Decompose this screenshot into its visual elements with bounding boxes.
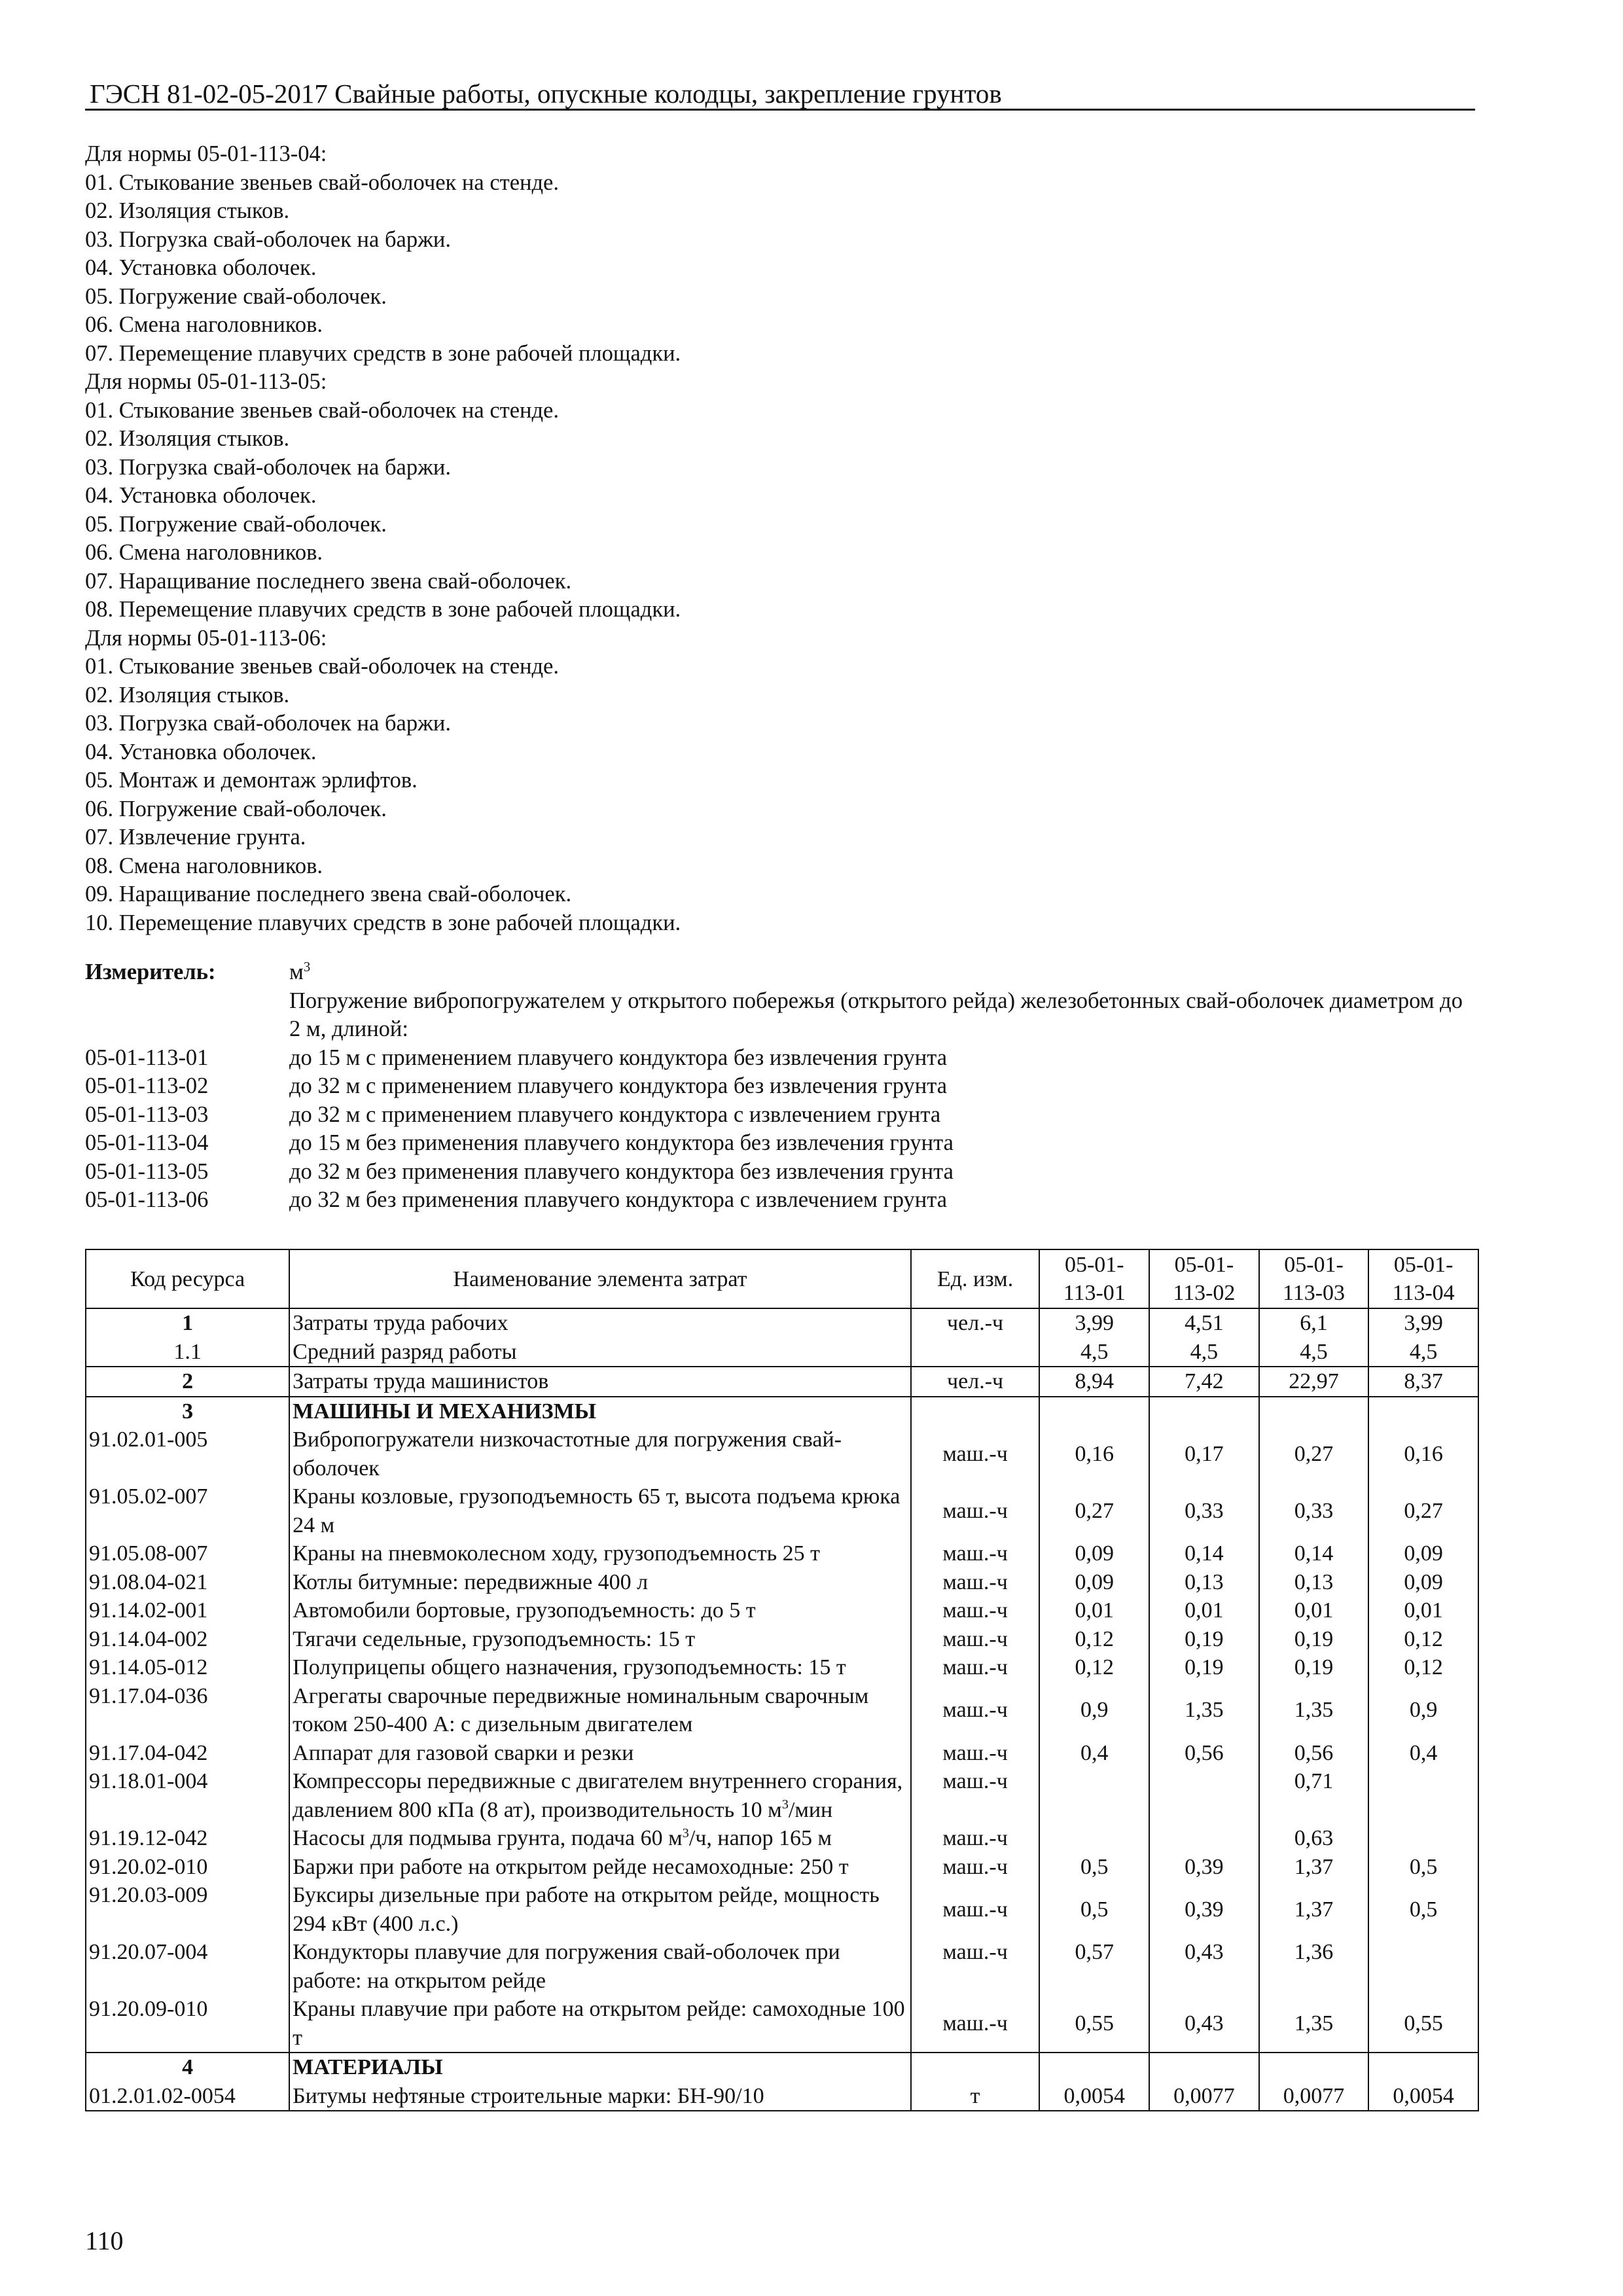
- step-line: 05. Погружение свай-оболочек.: [85, 511, 387, 537]
- step-line: 05. Погружение свай-оболочек.: [85, 283, 387, 309]
- table-cell: МАТЕРИАЛЫ: [289, 2053, 911, 2082]
- norm-code: 05-01-113-06: [85, 1187, 209, 1212]
- norm-code: 05-01-113-02: [85, 1073, 209, 1098]
- header-norm-1: 05-01- 113-01: [1039, 1249, 1149, 1308]
- table-cell: 0,57: [1039, 1938, 1149, 1995]
- table-header-row: [86, 1249, 1478, 1308]
- table-cell: [911, 1397, 1040, 1426]
- table-row: [86, 1682, 1478, 1739]
- table-row: [86, 1367, 1478, 1397]
- table-cell: [1039, 2053, 1149, 2082]
- measure-label: Измеритель:: [85, 960, 216, 984]
- table-cell: [1039, 1824, 1149, 1853]
- table-cell: 91.17.04-042: [86, 1739, 289, 1768]
- table-cell: маш.-ч: [911, 1995, 1040, 2053]
- table-cell: 1: [86, 1308, 289, 1338]
- norm-row: [85, 1101, 1479, 1130]
- document-title: ГЭСН 81-02-05-2017 Свайные работы, опускные колодцы, закрепление грунтов: [90, 79, 1002, 109]
- table-cell: 0,43: [1149, 1995, 1259, 2053]
- step-line: 07. Перемещение плавучих средств в зоне рабочей площадки.: [85, 340, 681, 366]
- header-norm-2: 05-01- 113-02: [1149, 1249, 1259, 1308]
- norm-text: до 15 м без применения плавучего кондуктора без извлечения грунта: [289, 1130, 954, 1155]
- table-cell: 91.14.05-012: [86, 1653, 289, 1682]
- table-cell: 91.20.07-004: [86, 1938, 289, 1995]
- resource-table: [85, 1249, 1479, 2111]
- table-cell: 0,0077: [1149, 2082, 1259, 2111]
- table-row: [86, 1308, 1478, 1338]
- table-cell: 3,99: [1368, 1308, 1478, 1338]
- table-cell: 0,12: [1039, 1653, 1149, 1682]
- table-cell: 0,19: [1259, 1625, 1369, 1654]
- table-cell: Полуприцепы общего назначения, грузоподъемность: 15 т: [289, 1653, 911, 1682]
- step-line: 01. Стыкование звеньев свай-оболочек на стенде.: [85, 397, 559, 423]
- step-line: 06. Смена наголовников.: [85, 312, 323, 337]
- norm-text: до 15 м с применением плавучего кондуктора без извлечения грунта: [289, 1045, 948, 1070]
- table-cell: 8,94: [1039, 1367, 1149, 1397]
- table-cell: Битумы нефтяные строительные марки: БН-90/10: [289, 2082, 911, 2111]
- table-row: [86, 1482, 1478, 1539]
- table-cell: 0,16: [1039, 1426, 1149, 1482]
- table-row: [86, 1853, 1478, 1882]
- table-row: [86, 1767, 1478, 1824]
- table-cell: 0,14: [1149, 1539, 1259, 1568]
- table-cell: 0,13: [1149, 1568, 1259, 1597]
- table-cell: 91.20.02-010: [86, 1853, 289, 1882]
- table-cell: 0,19: [1149, 1625, 1259, 1654]
- table-cell: 0,5: [1039, 1881, 1149, 1938]
- table-cell: [1259, 1397, 1369, 1426]
- table-cell: 0,56: [1259, 1739, 1369, 1768]
- table-cell: 0,01: [1039, 1596, 1149, 1625]
- table-cell: Краны козловые, грузоподъемность 65 т, высота подъема крюка 24 м: [289, 1482, 911, 1539]
- table-cell: 0,5: [1368, 1853, 1478, 1882]
- table-cell: 0,56: [1149, 1739, 1259, 1768]
- step-line: Для нормы 05-01-113-04:: [85, 141, 327, 166]
- table-row: [86, 1426, 1478, 1482]
- table-row: [86, 1938, 1478, 1995]
- step-line: 06. Погружение свай-оболочек.: [85, 796, 387, 821]
- table-cell: 0,43: [1149, 1938, 1259, 1995]
- table-cell: [1149, 1767, 1259, 1824]
- table-cell: т: [911, 2082, 1040, 2111]
- table-cell: 91.14.04-002: [86, 1625, 289, 1654]
- table-cell: чел.-ч: [911, 1367, 1040, 1397]
- table-cell: 1,37: [1259, 1881, 1369, 1938]
- table-cell: 91.19.12-042: [86, 1824, 289, 1853]
- step-line: 03. Погрузка свай-оболочек на баржи.: [85, 454, 451, 480]
- table-cell: 22,97: [1259, 1367, 1369, 1397]
- table-cell: [1259, 2053, 1369, 2082]
- table-cell: Затраты труда машинистов: [289, 1367, 911, 1397]
- header-norm-4: 05-01- 113-04: [1368, 1249, 1478, 1308]
- measure-unit: [289, 958, 1479, 987]
- step-line: 04. Установка оболочек.: [85, 483, 317, 508]
- table-cell: 0,0054: [1368, 2082, 1478, 2111]
- table-cell: маш.-ч: [911, 1653, 1040, 1682]
- table-cell: Краны плавучие при работе на открытом рейде: самоходные 100 т: [289, 1995, 911, 2053]
- step-line: 06. Смена наголовников.: [85, 540, 323, 565]
- table-cell: 91.02.01-005: [86, 1426, 289, 1482]
- table-cell: 1,35: [1259, 1682, 1369, 1739]
- table-cell: 0,09: [1368, 1568, 1478, 1597]
- table-row: [86, 1568, 1478, 1597]
- table-row: [86, 2082, 1478, 2111]
- table-cell: [1039, 1767, 1149, 1824]
- table-cell: 0,39: [1149, 1881, 1259, 1938]
- table-cell: 0,13: [1259, 1568, 1369, 1597]
- table-cell: 4,51: [1149, 1308, 1259, 1338]
- table-cell: [1368, 1824, 1478, 1853]
- table-cell: 0,09: [1039, 1568, 1149, 1597]
- measure-description: Погружение вибропогружателем у открытого побережья (открытого рейда) железобетонных свай-оболочек диаметром до 2 м, длиной:: [289, 988, 1463, 1041]
- table-cell: [1368, 1397, 1478, 1426]
- norm-row: [85, 1129, 1479, 1158]
- table-cell: Тягачи седельные, грузоподъемность: 15 т: [289, 1625, 911, 1654]
- table-cell: 0,33: [1259, 1482, 1369, 1539]
- table-cell: 91.05.02-007: [86, 1482, 289, 1539]
- step-line: Для нормы 05-01-113-06:: [85, 625, 327, 651]
- section-row: [86, 1397, 1478, 1426]
- norm-row: [85, 1186, 1479, 1215]
- table-cell: 91.17.04-036: [86, 1682, 289, 1739]
- step-line: 03. Погрузка свай-оболочек на баржи.: [85, 711, 451, 736]
- table-cell: маш.-ч: [911, 1596, 1040, 1625]
- table-cell: 8,37: [1368, 1367, 1478, 1397]
- table-cell: 0,01: [1259, 1596, 1369, 1625]
- table-cell: 3,99: [1039, 1308, 1149, 1338]
- table-cell: маш.-ч: [911, 1881, 1040, 1938]
- norm-text: до 32 м с применением плавучего кондуктора без извлечения грунта: [289, 1073, 948, 1098]
- header-unit: Ед. изм.: [911, 1249, 1040, 1308]
- table-cell: 0,01: [1368, 1596, 1478, 1625]
- table-cell: 2: [86, 1367, 289, 1397]
- table-row: [86, 1625, 1478, 1654]
- table-cell: Баржи при работе на открытом рейде несамоходные: 250 т: [289, 1853, 911, 1882]
- table-cell: [1368, 1767, 1478, 1824]
- table-cell: маш.-ч: [911, 1824, 1040, 1853]
- table-cell: маш.-ч: [911, 1482, 1040, 1539]
- table-cell: 0,12: [1039, 1625, 1149, 1654]
- step-line: 08. Смена наголовников.: [85, 853, 323, 878]
- unit-exponent: 3: [303, 960, 311, 975]
- table-cell: 4,5: [1149, 1338, 1259, 1367]
- table-row: [86, 1539, 1478, 1568]
- step-line: 01. Стыкование звеньев свай-оболочек на стенде.: [85, 170, 559, 195]
- table-cell: 0,12: [1368, 1625, 1478, 1654]
- table-cell: Аппарат для газовой сварки и резки: [289, 1739, 911, 1768]
- table-cell: 0,9: [1368, 1682, 1478, 1739]
- table-cell: 0,09: [1039, 1539, 1149, 1568]
- table-cell: [1039, 1397, 1149, 1426]
- table-cell: Вибропогружатели низкочастотные для погружения свай-оболочек: [289, 1426, 911, 1482]
- table-cell: 0,4: [1039, 1739, 1149, 1768]
- table-cell: [1368, 2053, 1478, 2082]
- step-line: Для нормы 05-01-113-05:: [85, 369, 327, 394]
- table-cell: 0,55: [1039, 1995, 1149, 2053]
- table-cell: 0,5: [1368, 1881, 1478, 1938]
- table-cell: 0,39: [1149, 1853, 1259, 1882]
- table-row: [86, 1338, 1478, 1367]
- table-cell: 91.20.09-010: [86, 1995, 289, 2053]
- table-cell: маш.-ч: [911, 1682, 1040, 1739]
- norm-text: до 32 м с применением плавучего кондуктора с извлечением грунта: [289, 1102, 941, 1127]
- table-cell: 91.08.04-021: [86, 1568, 289, 1597]
- header-divider: [85, 109, 1475, 111]
- step-line: 01. Стыкование звеньев свай-оболочек на стенде.: [85, 654, 559, 679]
- table-cell: маш.-ч: [911, 1853, 1040, 1882]
- step-line: 02. Изоляция стыков.: [85, 426, 290, 451]
- table-cell: 91.20.03-009: [86, 1881, 289, 1938]
- table-cell: [911, 2053, 1040, 2082]
- table-cell: 4: [86, 2053, 289, 2082]
- table-cell: 0,19: [1259, 1653, 1369, 1682]
- table-row: [86, 1739, 1478, 1768]
- measure-block: [85, 958, 1479, 1215]
- section-row: [86, 2053, 1478, 2082]
- table-cell: 0,9: [1039, 1682, 1149, 1739]
- norm-code: 05-01-113-03: [85, 1102, 209, 1127]
- table-cell: 01.2.01.02-0054: [86, 2082, 289, 2111]
- table-cell: 1,36: [1259, 1938, 1369, 1995]
- table-cell: 4,5: [1368, 1338, 1478, 1367]
- table-cell: 0,01: [1149, 1596, 1259, 1625]
- table-cell: Агрегаты сварочные передвижные номинальным сварочным током 250-400 А: с дизельным двигателем: [289, 1682, 911, 1739]
- table-cell: 4,5: [1259, 1338, 1369, 1367]
- table-cell: маш.-ч: [911, 1539, 1040, 1568]
- table-cell: Автомобили бортовые, грузоподъемность: до 5 т: [289, 1596, 911, 1625]
- table-cell: маш.-ч: [911, 1767, 1040, 1824]
- table-cell: 3: [86, 1397, 289, 1426]
- header-norm-3: 05-01- 113-03: [1259, 1249, 1369, 1308]
- norm-row: [85, 1158, 1479, 1187]
- table-cell: 0,4: [1368, 1739, 1478, 1768]
- table-cell: 91.05.08-007: [86, 1539, 289, 1568]
- norm-row: [85, 1044, 1479, 1073]
- table-cell: 0,19: [1149, 1653, 1259, 1682]
- table-cell: 91.18.01-004: [86, 1767, 289, 1824]
- step-line: 07. Наращивание последнего звена свай-оболочек.: [85, 568, 572, 594]
- table-row: [86, 1596, 1478, 1625]
- table-cell: 0,33: [1149, 1482, 1259, 1539]
- table-cell: [1149, 1397, 1259, 1426]
- step-line: 10. Перемещение плавучих средств в зоне рабочей площадки.: [85, 910, 681, 935]
- table-row: [86, 1881, 1478, 1938]
- table-cell: маш.-ч: [911, 1625, 1040, 1654]
- unit-base: м: [289, 960, 304, 984]
- norm-code: 05-01-113-05: [85, 1158, 209, 1184]
- table-cell: 0,27: [1039, 1482, 1149, 1539]
- cell-name: Насосы для подмыва грунта, подача 60 $м^3/ч$, напор 165 м: [289, 1824, 911, 1853]
- table-cell: Затраты труда рабочих: [289, 1308, 911, 1338]
- table-cell: [911, 1338, 1040, 1367]
- table-cell: 0,27: [1368, 1482, 1478, 1539]
- table-cell: 1,35: [1259, 1995, 1369, 2053]
- table-cell: маш.-ч: [911, 1739, 1040, 1768]
- norm-code: 05-01-113-01: [85, 1045, 209, 1070]
- table-cell: 0,17: [1149, 1426, 1259, 1482]
- table-row: [86, 1653, 1478, 1682]
- header-name: Наименование элемента затрат: [289, 1249, 911, 1308]
- table-cell: 0,12: [1368, 1653, 1478, 1682]
- step-line: 08. Перемещение плавучих средств в зоне рабочей площадки.: [85, 597, 681, 622]
- work-steps-list: [85, 140, 1472, 937]
- table-cell: [1368, 1938, 1478, 1995]
- page-number: 110: [85, 2226, 124, 2255]
- step-line: 02. Изоляция стыков.: [85, 682, 290, 708]
- table-cell: 7,42: [1149, 1367, 1259, 1397]
- table-cell: 4,5: [1039, 1338, 1149, 1367]
- table-cell: Буксиры дизельные при работе на открытом рейде, мощность 294 кВт (400 л.с.): [289, 1881, 911, 1938]
- norm-text: до 32 м без применения плавучего кондуктора без извлечения грунта: [289, 1158, 954, 1184]
- table-cell: 91.14.02-001: [86, 1596, 289, 1625]
- step-line: 04. Установка оболочек.: [85, 255, 317, 280]
- step-line: 02. Изоляция стыков.: [85, 198, 290, 223]
- norm-code: 05-01-113-04: [85, 1130, 209, 1155]
- cell-name: Компрессоры передвижные с двигателем внутреннего сгорания, давлением 800 кПа (8 ат), производительность 10 $м^3$/мин: [289, 1767, 911, 1824]
- table-cell: Котлы битумные: передвижные 400 л: [289, 1568, 911, 1597]
- step-line: 05. Монтаж и демонтаж эрлифтов.: [85, 768, 418, 793]
- table-cell: [1149, 2053, 1259, 2082]
- norm-row: [85, 1072, 1479, 1101]
- norm-text: до 32 м без применения плавучего кондуктора с извлечением грунта: [289, 1187, 948, 1212]
- table-cell: 1,37: [1259, 1853, 1369, 1882]
- table-cell: 1,35: [1149, 1682, 1259, 1739]
- table-cell: Средний разряд работы: [289, 1338, 911, 1367]
- table-cell: 0,63: [1259, 1824, 1369, 1853]
- table-cell: 1.1: [86, 1338, 289, 1367]
- table-cell: Краны на пневмоколесном ходу, грузоподъемность 25 т: [289, 1539, 911, 1568]
- step-line: 07. Извлечение грунта.: [85, 825, 306, 850]
- table-cell: чел.-ч: [911, 1308, 1040, 1338]
- step-line: 09. Наращивание последнего звена свай-оболочек.: [85, 882, 572, 906]
- table-cell: Кондукторы плавучие для погружения свай-оболочек при работе: на открытом рейде: [289, 1938, 911, 1995]
- table-cell: 0,0077: [1259, 2082, 1369, 2111]
- table-cell: [1149, 1824, 1259, 1853]
- table-cell: 0,16: [1368, 1426, 1478, 1482]
- table-cell: 0,27: [1259, 1426, 1369, 1482]
- table-row: [86, 1824, 1478, 1853]
- table-cell: 0,0054: [1039, 2082, 1149, 2111]
- table-cell: 0,14: [1259, 1539, 1369, 1568]
- table-cell: 6,1: [1259, 1308, 1369, 1338]
- table-cell: МАШИНЫ И МЕХАНИЗМЫ: [289, 1397, 911, 1426]
- table-row: [86, 1995, 1478, 2053]
- table-cell: маш.-ч: [911, 1568, 1040, 1597]
- step-line: 04. Установка оболочек.: [85, 739, 317, 764]
- table-cell: маш.-ч: [911, 1426, 1040, 1482]
- table-cell: 0,71: [1259, 1767, 1369, 1824]
- table-cell: маш.-ч: [911, 1938, 1040, 1995]
- table-cell: 0,09: [1368, 1539, 1478, 1568]
- step-line: 03. Погрузка свай-оболочек на баржи.: [85, 226, 451, 252]
- header-code: Код ресурса: [86, 1249, 289, 1308]
- table-cell: 0,5: [1039, 1853, 1149, 1882]
- table-cell: 0,55: [1368, 1995, 1478, 2053]
